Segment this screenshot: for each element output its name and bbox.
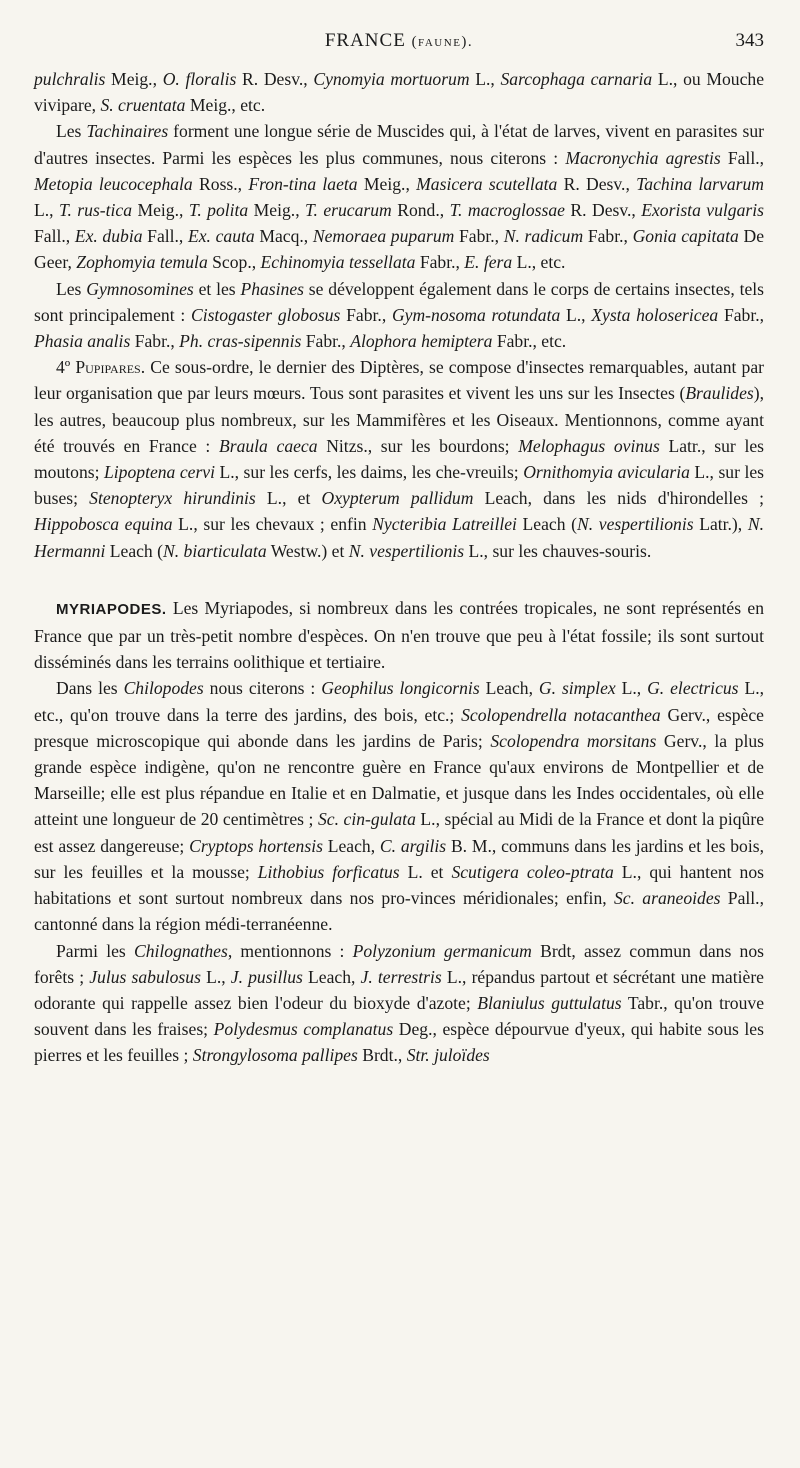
taxon-name: Metopia leucocephala (34, 173, 193, 194)
text-run: Scop., (207, 252, 261, 273)
text-run: Meig., etc. (185, 95, 266, 116)
text-run: Fall., (142, 226, 188, 247)
body-text (34, 66, 764, 1069)
taxon-name: G. electricus (647, 678, 739, 699)
text-run: L., répandus partout et sécrétant une matière odorante qui rappelle assez bien l'odeur du bioxyde d'azote; (34, 966, 764, 1013)
text-run: Ce sous-ordre, le dernier des Diptères, se compose d'insectes remarquables, autant par leur organisation que par leurs mœurs. Tous sont parasites et vivent les uns sur les Insectes ( (34, 357, 764, 404)
text-run: R. Desv., (564, 200, 642, 221)
taxon-name: Scolopendra morsitans (490, 730, 657, 751)
taxon-name: Ornithomyia avicularia (523, 462, 690, 483)
text-run: De Geer, (34, 226, 765, 273)
text-run: Gerv., espèce presque microscopique qui abonde dans les jardins de Paris; (34, 704, 764, 751)
taxon-name: Braula caeca (218, 435, 318, 456)
taxon-name: Cynomyia mortuorum (313, 69, 470, 89)
taxon-name: Macronychia agrestis (565, 147, 721, 168)
taxon-name: pulchralis (34, 69, 106, 89)
running-header (34, 30, 764, 66)
taxon-name: Braulides (685, 383, 754, 404)
text-run: Leach ( (105, 540, 163, 561)
taxon-name: J. terrestris (360, 966, 442, 987)
text-run: forment une longue série de Muscides qui, à l'état de larves, vivent en parasites sur d'autres insectes. Parmi les espèces les plus communes, nous citerons : (34, 121, 764, 168)
paragraph (34, 354, 764, 564)
text-run: Les (56, 121, 87, 142)
taxon-name: C. argilis (379, 835, 447, 856)
taxon-name: Polyzonium germanicum (352, 940, 532, 961)
taxon-name: Julus sabulosus (89, 966, 201, 987)
text-run: Leach ( (516, 514, 578, 535)
text-run: Rond., (391, 200, 450, 221)
taxon-name: Gonia capitata (632, 226, 739, 247)
text-run: B. M., communs dans les jardins et les bois, sur les feuilles et la mousse; (34, 835, 764, 882)
text-run: Fabr., etc. (492, 331, 567, 352)
text-run: Fabr., (583, 226, 633, 247)
taxon-name: Cryptops hortensis (189, 835, 323, 856)
section-heading: MYRIAPODES. (56, 600, 167, 618)
text-run: Macq., (254, 226, 313, 247)
taxon-name: Phasines (240, 278, 304, 299)
text-run: Westw.) et (266, 540, 349, 561)
taxon-name: O. floralis (162, 69, 237, 89)
taxon-name: Echinomyia tessellata (260, 252, 416, 273)
text-run: Fabr., (340, 304, 392, 325)
taxon-name: Nemoraea puparum (312, 226, 455, 247)
title-sub: (faune). (411, 34, 474, 50)
text-run: L., sur les chauves-souris. (464, 540, 652, 561)
text-run: nous citerons : (203, 678, 322, 699)
taxon-name: Ph. cras-sipennis (179, 331, 302, 352)
taxon-name: Polydesmus complanatus (213, 1019, 394, 1040)
text-run: Fall., (34, 226, 75, 247)
paragraph (34, 276, 764, 355)
taxon-name: Alophora hemiptera (350, 331, 493, 352)
taxon-name: N. radicum (503, 226, 584, 247)
text-run: Latr., sur les moutons; (34, 435, 764, 483)
text-run: Brdt., (357, 1045, 407, 1066)
text-run: Fabr., (415, 252, 465, 273)
section-gap (34, 564, 764, 595)
taxon-name: Melophagus ovinus (518, 435, 660, 456)
taxon-name: G. simplex (538, 678, 616, 699)
taxon-name: Ex. cauta (187, 226, 255, 247)
taxon-name: Sc. araneoides (613, 888, 721, 909)
taxon-name: Fron-tina laeta (248, 173, 358, 194)
taxon-name: N. vespertilionis (348, 540, 465, 561)
text-run: Meig., (105, 69, 163, 89)
taxon-name: Masicera scutellata (416, 173, 558, 194)
text-run: R. Desv., (236, 69, 314, 89)
taxon-name: N. Hermanni (34, 514, 764, 561)
paragraph (34, 118, 764, 275)
taxon-name: Cistogaster globosus (190, 304, 341, 325)
text-run: Fabr., (301, 331, 351, 352)
taxon-name: T. rus-tica (58, 200, 133, 221)
text-run: Les (56, 278, 87, 299)
text-run: Pupipares. (75, 357, 146, 378)
text-run: Nitzs., sur les bourdons; (317, 435, 519, 456)
text-run: Fall., (720, 147, 765, 168)
text-run: L., spécial au Midi de la France et dont la piqûre est assez dangereuse; (34, 809, 764, 856)
text-run: L., ou Mouche vivipare, (34, 69, 765, 116)
taxon-name: Scutigera coleo-ptrata (451, 861, 614, 882)
taxon-name: S. cruentata (100, 95, 186, 116)
taxon-name: Ex. dubia (74, 226, 143, 247)
taxon-name: Sc. cin-gulata (317, 809, 416, 830)
taxon-name: Lipoptena cervi (104, 462, 216, 483)
text-run: et les (193, 278, 241, 299)
text-run: Latr.), (693, 514, 748, 535)
text-run: Leach, (302, 966, 361, 987)
text-run: L., etc., qu'on trouve dans la terre des jardins, des bois, etc.; (34, 678, 765, 725)
taxon-name: Exorista vulgaris (641, 200, 764, 221)
text-run: L., etc. (512, 252, 566, 273)
title-main: FRANCE (324, 30, 406, 51)
taxon-name: T. erucarum (305, 200, 392, 221)
taxon-name: Str. juloïdes (406, 1045, 490, 1066)
text-run: Leach, (322, 835, 380, 856)
text-run: Pall., cantonné dans la région médi-terranéenne. (34, 888, 764, 935)
text-run: Dans les (56, 678, 124, 699)
text-run: Deg., espèce dépourvue d'yeux, qui habite sous les pierres et les feuilles ; (34, 1019, 764, 1066)
taxon-name: Hippobosca equina (34, 514, 173, 535)
taxon-name: Blaniulus guttulatus (477, 992, 622, 1013)
taxon-name: Gym-nosoma rotundata (391, 304, 561, 325)
text-run: Brdt, assez commun dans nos forêts ; (34, 940, 764, 987)
paragraph (34, 595, 764, 676)
taxon-name: J. pusillus (230, 966, 303, 987)
taxon-name: Zophomyia temula (76, 252, 208, 273)
text-run: Parmi les (56, 940, 134, 961)
taxon-name: T. polita (188, 200, 249, 221)
text-run: Leach, dans les nids d'hirondelles ; (473, 488, 765, 509)
text-run: 4º (56, 357, 76, 378)
taxon-name: Chilopodes (123, 678, 204, 699)
text-run: Les Myriapodes, si nombreux dans les contrées tropicales, ne sont représentés en France que par un très-petit nombre d'espèces. On n'en trouve que peu à l'état fossile; ils sont surtout disséminés dans les terrains oolithique et tertiaire. (34, 597, 764, 673)
taxon-name: Phasia analis (34, 331, 131, 352)
taxon-name: Lithobius forficatus (257, 861, 400, 882)
text-run: L., et (255, 488, 322, 509)
taxon-name: E. fera (464, 252, 513, 273)
taxon-name: T. macroglossae (449, 200, 565, 221)
text-run: Meig., (357, 173, 417, 194)
taxon-name: Stenopteryx hirundinis (89, 488, 256, 509)
taxon-name: Tachina larvarum (636, 173, 764, 194)
text-run: se développent également dans le corps de certains insectes, tels sont principalement : (34, 278, 764, 325)
text-run: , mentionnons : (227, 940, 353, 961)
taxon-name: N. biarticulata (163, 540, 267, 561)
paragraph (34, 938, 764, 1069)
taxon-name: Tachinaires (86, 121, 169, 142)
text-run: Leach, (479, 678, 539, 699)
paragraph (34, 675, 764, 937)
taxon-name: Xysta holosericea (591, 304, 719, 325)
text-run: Meig., (248, 200, 306, 221)
taxon-name: N. vespertilionis (577, 514, 694, 535)
paragraph (34, 66, 764, 118)
text-run: L., (469, 69, 501, 89)
taxon-name: Sarcophaga carnaria (500, 69, 653, 89)
text-run: Fabr., (454, 226, 504, 247)
text-run: L., (200, 966, 231, 987)
text-run: ), les autres, beaucoup plus nombreux, sur les Mammifères et les Oiseaux. Mentionnons, comme ayant été trouvés en France : (34, 383, 764, 456)
taxon-name: Gymnosomines (86, 278, 194, 299)
text-run: L., qui hantent nos habitations et sont surtout nombreux dans nos pro-vinces méridionales; enfin, (34, 861, 764, 909)
text-run: L., (615, 678, 648, 699)
taxon-name: Chilognathes (133, 940, 228, 961)
taxon-name: Oxypterum pallidum (321, 488, 474, 509)
taxon-name: Geophilus longicornis (321, 678, 480, 699)
text-run: L., sur les buses; (34, 462, 764, 509)
text-run: L., sur les chevaux ; enfin (172, 514, 373, 535)
text-run: Meig., (132, 200, 189, 221)
text-run: L. et (399, 861, 452, 882)
text-run: Fabr., (130, 331, 180, 352)
page-number: 343 (735, 30, 764, 51)
text-run: R. Desv., (557, 173, 637, 194)
text-run: L., (34, 200, 59, 221)
taxon-name: Scolopendrella notacanthea (461, 704, 661, 725)
text-run: L., (560, 304, 592, 325)
text-run: L., sur les cerfs, les daims, les che-vreuils; (215, 462, 524, 483)
running-title (34, 30, 764, 52)
text-run: Tabr., qu'on trouve souvent dans les fraises; (34, 992, 765, 1040)
text-run: Gerv., la plus grande espèce indigène, qu'on ne rencontre guère en France qu'aux environs de Montpellier et de Marseille; elle est plus répandue en Italie et en Dalmatie, et jusque dans les Indes occidentales, où elle atteint une longueur de 20 centimètres ; (34, 730, 764, 830)
taxon-name: Nycteribia Latreillei (372, 514, 517, 535)
text-run: Ross., (192, 173, 249, 194)
text-run: Fabr., (718, 304, 765, 325)
taxon-name: Strongylosoma pallipes (192, 1045, 358, 1066)
